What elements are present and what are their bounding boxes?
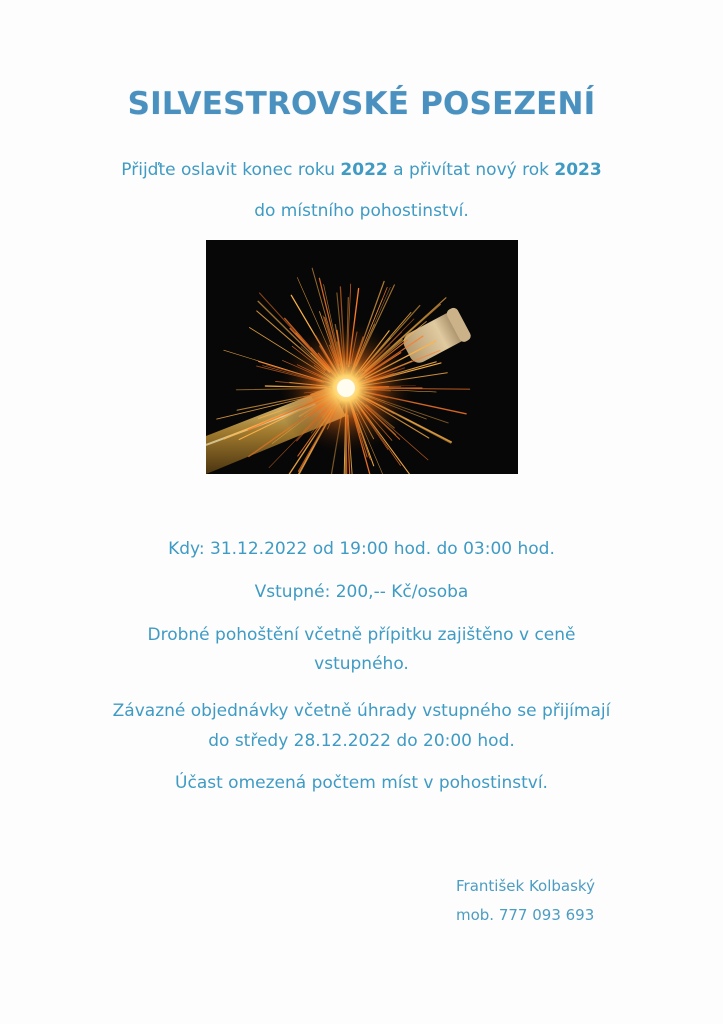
orders-line-2: do středy 28.12.2022 do 20:00 hod. [208,731,515,751]
entry-fee: Vstupné: 200,-- Kč/osoba [254,582,469,602]
intro-year-new: 2023 [554,160,602,180]
capacity-note: Účast omezená počtem míst v pohostinství. [175,773,548,793]
intro-year-end: 2022 [340,160,388,180]
page-title: SILVESTROVSKÉ POSEZENÍ [127,86,596,122]
event-time: Kdy: 31.12.2022 od 19:00 hod. do 03:00 hod. [168,539,555,559]
champagne-sparkler-photo [206,240,518,474]
refreshment-line-1: Drobné pohoštění včetně přípitku zajištěno v ceně [147,625,576,645]
orders-line-1: Závazné objednávky včetně úhrady vstupného se přijímají [112,701,611,721]
intro-text-2: a přivítat nový rok [387,160,555,180]
champagne-sparkler-illustration [206,240,518,474]
contact-phone: mob. 777 093 693 [456,906,595,924]
intro-line-1 [0,160,723,180]
intro-text-1: Přijďte oslavit konec roku [121,160,341,180]
contact-name: František Kolbaský [456,877,595,895]
refreshment-line-2: vstupného. [314,654,409,674]
intro-line-2: do místního pohostinství. [254,201,469,221]
